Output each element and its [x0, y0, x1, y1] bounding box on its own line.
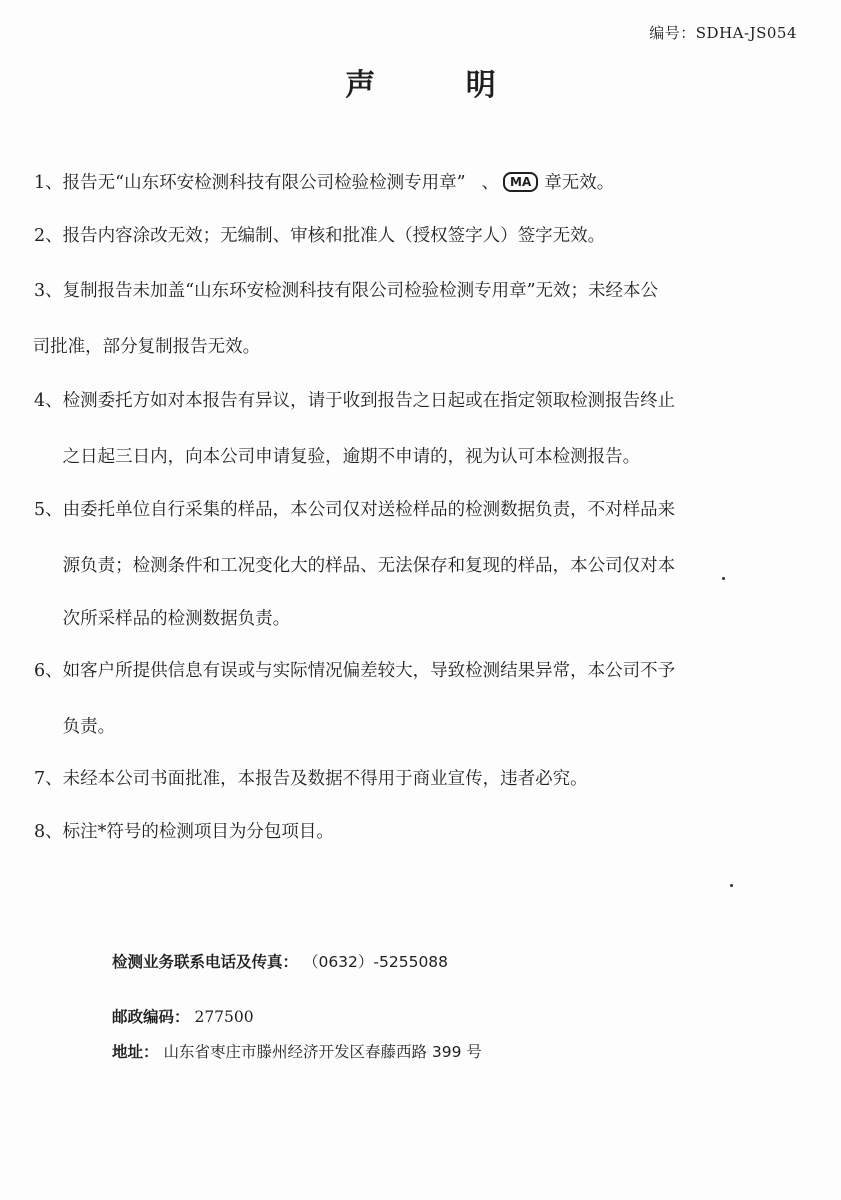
- page-title: 声 明: [345, 68, 536, 103]
- contact-address: [112, 1040, 482, 1062]
- clause-line: 报告无“山东环安检测科技有限公司检验检测专用章” 、 MA 章无效。: [62, 173, 615, 193]
- cma-stamp-icon: MA: [503, 172, 538, 192]
- contact-postal-code: [112, 1005, 254, 1027]
- clause-text: [63, 819, 804, 845]
- clause-4: [34, 388, 804, 470]
- clause-line: 如客户所提供信息有误或与实际情况偏差较大，导致检测结果异常，本公司不予: [62, 661, 676, 681]
- postal-value: 277500: [194, 1008, 254, 1026]
- postal-label: 邮政编码：: [112, 1008, 190, 1026]
- clause-line: 源负责；检测条件和工况变化大的样品、无法保存和复现的样品，本公司仅对本: [62, 556, 676, 576]
- clause-text: [63, 766, 804, 792]
- clause-number: 1、: [34, 173, 63, 193]
- clause-line-text: 章无效。: [544, 173, 615, 193]
- clause-text: [63, 497, 804, 632]
- clause-6: [34, 658, 804, 740]
- clause-line: 标注*符号的检测项目为分包项目。: [62, 822, 334, 842]
- clause-number: 4、: [34, 391, 63, 411]
- clause-7: [34, 766, 804, 792]
- clause-number: 7、: [34, 769, 63, 789]
- clause-8: [34, 819, 804, 845]
- clause-3: [34, 278, 804, 360]
- clause-5: [34, 497, 804, 632]
- statement-clauses: [34, 170, 804, 845]
- clause-line: 报告内容涂改无效；无编制、审核和批准人（授权签字人）签字无效。: [62, 226, 606, 246]
- clause-number: 3、: [34, 281, 63, 301]
- clause-line-text: 报告无“山东环安检测科技有限公司检验检测专用章”: [62, 173, 466, 193]
- clause-line: 检测委托方如对本报告有异议，请于收到报告之日起或在指定领取检测报告终止: [62, 391, 676, 411]
- clause-line: 之日起三日内，向本公司申请复验，逾期不申请的，视为认可本检测报告。: [62, 447, 641, 467]
- clause-2: [34, 223, 804, 249]
- clause-line: 负责。: [62, 717, 116, 737]
- scan-speck: [730, 884, 733, 887]
- clause-text: [63, 658, 804, 740]
- clause-text: [63, 170, 804, 196]
- clause-line: 复制报告未加盖“山东环安检测科技有限公司检验检测专用章”无效；未经本公: [62, 281, 659, 301]
- clause-number: 2、: [34, 226, 63, 246]
- address-label: 地址：: [112, 1043, 159, 1061]
- clause-number: 6、: [34, 661, 63, 681]
- clause-number: 5、: [34, 500, 63, 520]
- clause-text: [63, 223, 804, 249]
- clause-text: [63, 388, 804, 470]
- clause-line: 由委托单位自行采集的样品，本公司仅对送检样品的检测数据负责，不对样品来: [62, 500, 676, 520]
- clause-number: 8、: [34, 822, 63, 842]
- phone-label: 检测业务联系电话及传真：: [112, 953, 299, 971]
- contact-phone-fax: [112, 950, 448, 972]
- clause-line: 司批准，部分复制报告无效。: [32, 337, 261, 357]
- clause-1: [34, 170, 804, 196]
- scan-speck: [722, 577, 725, 580]
- clause-line: 次所采样品的检测数据负责。: [62, 609, 291, 629]
- clause-text: [32, 278, 804, 360]
- phone-value: （0632）-5255088: [302, 953, 449, 971]
- document-number: 编号：SDHA-JS054: [649, 24, 797, 42]
- address-value: 山东省枣庄市滕州经济开发区春藤西路 399 号: [163, 1043, 482, 1061]
- clause-line: 未经本公司书面批准，本报告及数据不得用于商业宣传，违者必究。: [62, 769, 588, 789]
